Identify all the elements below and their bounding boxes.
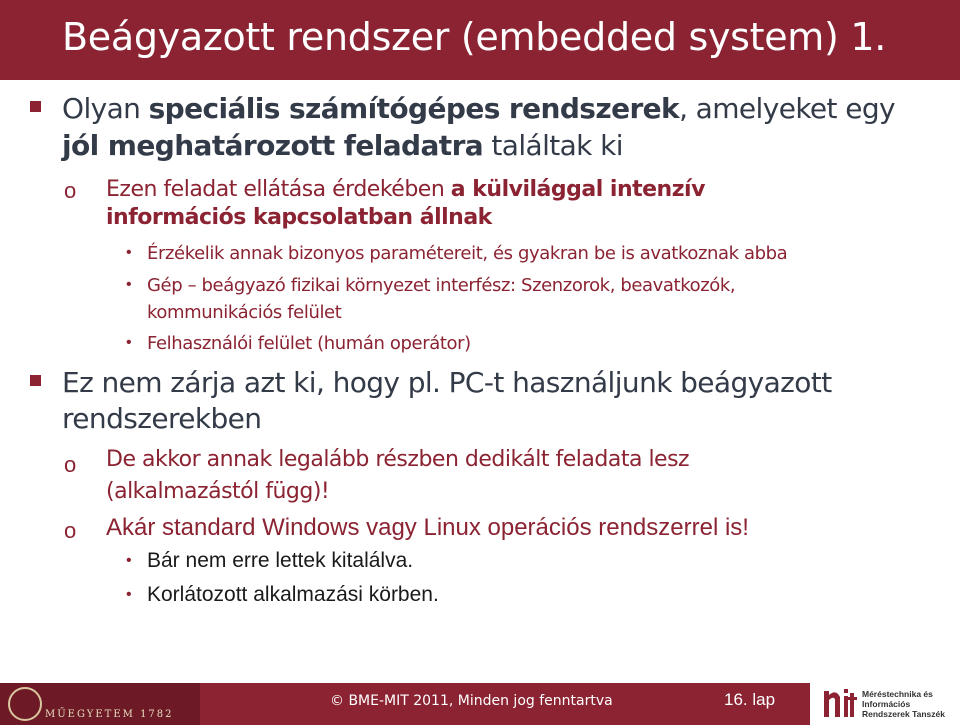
mit-logo-icon — [822, 687, 858, 721]
circle-bullet-icon: o — [64, 518, 77, 543]
bullet-1-line-1: Olyan speciális számítógépes rendszerek, amelyeket egy — [62, 92, 896, 125]
dot-bullet-icon: • — [126, 552, 132, 569]
circle-bullet-icon: o — [64, 178, 77, 203]
dot-bullet-icon: • — [126, 334, 132, 351]
sub-bullet-2a-line-1: De akkor annak legalább részben dedikált feladata lesz — [106, 447, 690, 472]
bullet-1-line-2: jól meghatározott feladatra találtak ki — [62, 129, 623, 162]
item-2b-2: Korlátozott alkalmazási körben. — [147, 583, 439, 606]
square-bullet-icon — [30, 101, 41, 112]
item-2-line-2: kommunikációs felület — [147, 302, 342, 323]
footer-copyright: © BME-MIT 2011, Minden jog fenntartva — [330, 693, 613, 709]
slide-title: Beágyazott rendszer (embedded system) 1. — [62, 15, 886, 59]
title-bar — [0, 0, 960, 80]
sub-bullet-1a-line-2: információs kapcsolatban állnak — [106, 205, 492, 230]
dot-bullet-icon: • — [126, 244, 132, 261]
item-3: Felhasználói felület (humán operátor) — [147, 333, 471, 354]
sub-bullet-1a-line-1: Ezen feladat ellátása érdekében a külvilággal intenzív — [106, 177, 705, 202]
circle-bullet-icon: o — [64, 452, 77, 477]
sub-bullet-2a-line-2: (alkalmazástól függ)! — [106, 479, 330, 504]
department-logo-text: Méréstechnika és Információs Rendszerek Tanszék — [862, 689, 945, 719]
page-number: 16. lap — [724, 690, 776, 709]
bullet-2-line-1: Ez nem zárja azt ki, hogy pl. PC-t használjunk beágyazott — [62, 366, 832, 399]
item-2-line-1: Gép – beágyazó fizikai környezet interfész: Szenzorok, beavatkozók, — [147, 275, 736, 296]
square-bullet-icon — [30, 375, 41, 386]
item-1: Érzékelik annak bizonyos paramétereit, és gyakran be is avatkoznak abba — [147, 243, 788, 264]
dot-bullet-icon: • — [126, 276, 132, 293]
department-logo — [810, 683, 960, 725]
university-seal-icon — [8, 687, 42, 721]
bullet-2-line-2: rendszerekben — [62, 402, 262, 435]
university-logo-text: MŰEGYETEM 1782 — [45, 709, 174, 720]
dot-bullet-icon: • — [126, 586, 132, 603]
item-2b-1: Bár nem erre lettek kitalálva. — [147, 549, 414, 572]
university-logo — [0, 683, 200, 725]
sub-bullet-2b: Akár standard Windows vagy Linux operációs rendszerrel is! — [106, 514, 749, 541]
